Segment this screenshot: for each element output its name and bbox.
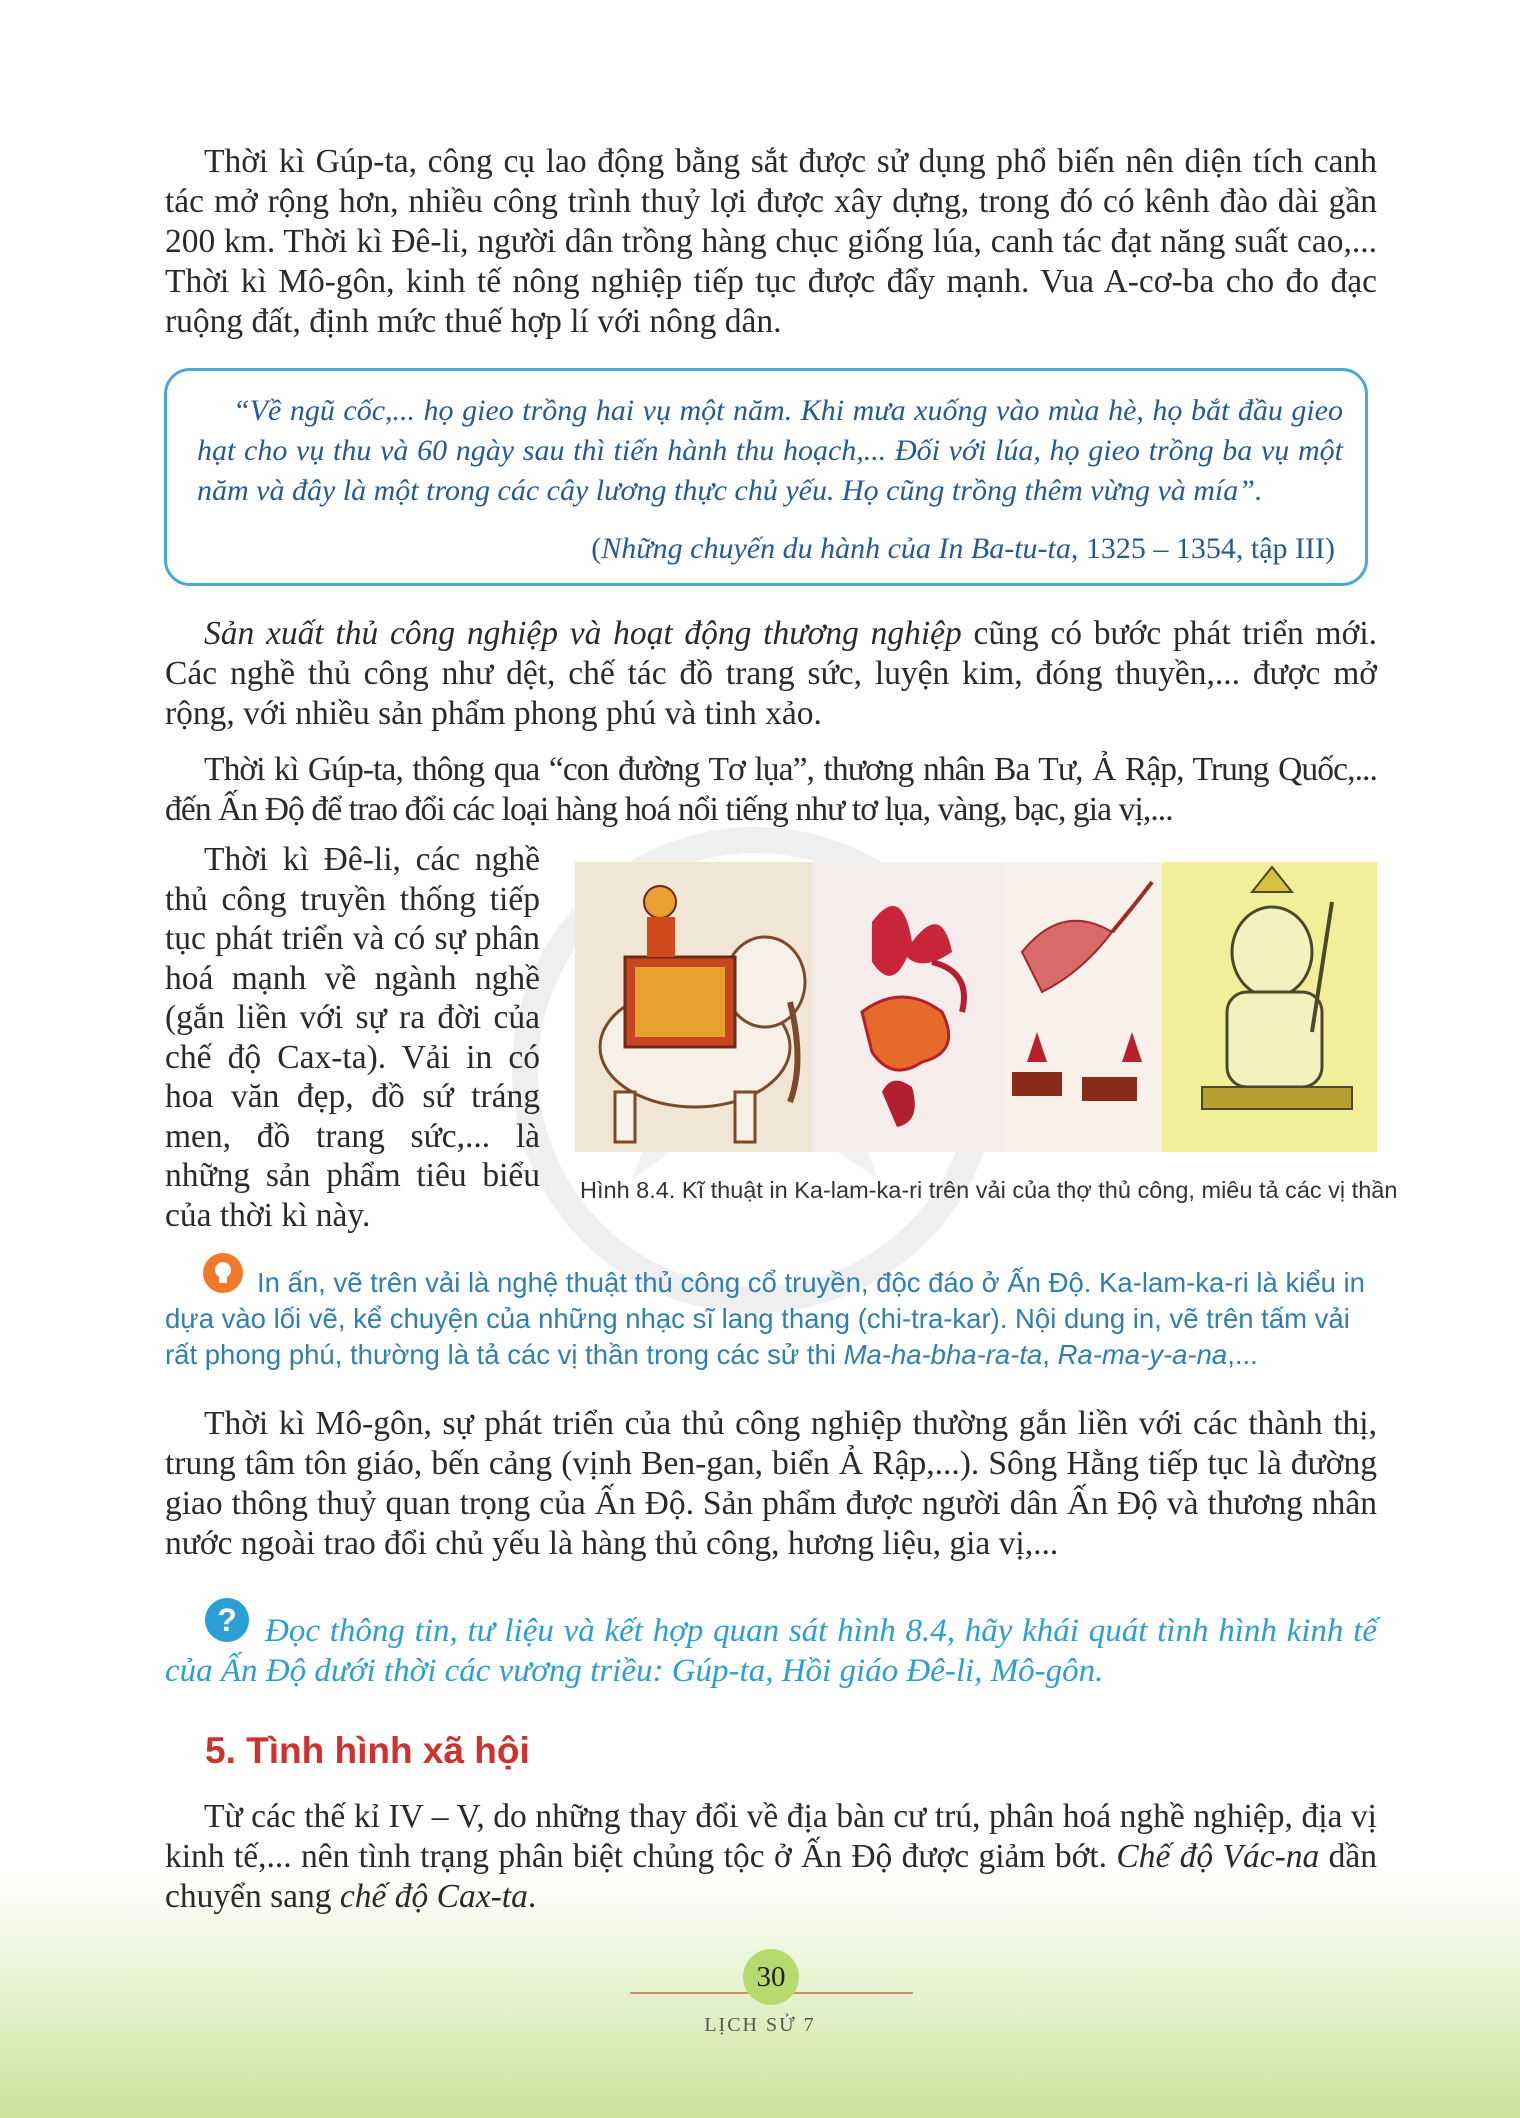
- paragraph-handicraft-emphasis: Sản xuất thủ công nghiệp và hoạt động thương nghiệp: [204, 615, 962, 652]
- page-number: 30: [756, 1961, 786, 1993]
- section-title: 5. Tình hình xã hội: [205, 1730, 530, 1771]
- question-text: Đọc thông tin, tư liệu và kết hợp quan sát hình 8.4, hãy khái quát tình hình kinh tế của Ấn Độ dưới thời các vương triều: Gúp-ta, Hồi giáo Đê-li, Mô-gôn.: [165, 1613, 1377, 1689]
- figure-8-4: [575, 862, 1377, 1152]
- paragraph-deli-crafts: Thời kì Đê-li, các nghề thủ công truyền thống tiếp tục phát triển và có sự phân hoá mạnh về ngành nghề (gắn liền với sự ra đời của chế độ Cax-ta). Vải in có hoa văn đẹp, đồ sứ tráng men, đồ trang sức,... là những sản phẩm tiêu biểu của thời kì này.: [165, 841, 540, 1234]
- quote-text: “Về ngũ cốc,... họ gieo trồng hai vụ một năm. Khi mưa xuống vào mùa hè, họ bắt đầu gieo hạt cho vụ thu và 60 ngày sau thì tiến hành thu hoạch,... Đối với lúa, họ gieo trồng ba vụ một năm và đây là một trong các cây lương thực chủ yếu. Họ cũng trồng thêm vừng và mía”.: [197, 394, 1343, 507]
- paragraph-silk-road: Thời kì Gúp-ta, thông qua “con đường Tơ lụa”, thương nhân Ba Tư, Ả Rập, Trung Quốc,... đến Ấn Độ để trao đổi các loại hàng hoá nổi tiếng như tơ lụa, vàng, bạc, gia vị,...: [165, 751, 1377, 828]
- quote-box: [164, 368, 1368, 586]
- paragraph-mughal: Thời kì Mô-gôn, sự phát triển của thủ công nghiệp thường gắn liền với các thành thị, trung tâm tôn giáo, bến cảng (vịnh Ben-gan, biển Ả Rập,...). Sông Hằng tiếp tục là đường giao thông thuỷ quan trọng của Ấn Độ. Sản phẩm được người dân Ấn Độ và thương nhân nước ngoài trao đổi chủ yếu là hàng thủ công, hương liệu, gia vị,...: [165, 1405, 1377, 1562]
- floral-motif-painting: [812, 862, 1002, 1152]
- elephant-rider-painting: [575, 862, 812, 1152]
- deity-painting: [1162, 862, 1377, 1152]
- crane-animals-painting: [1002, 862, 1162, 1152]
- question-icon: ?: [205, 1598, 249, 1642]
- paragraph-agriculture: Thời kì Gúp-ta, công cụ lao động bằng sắt được sử dụng phổ biến nên diện tích canh tác mở rộng hơn, nhiều công trình thuỷ lợi được xây dựng, trong đó có kênh đào dài gần 200 km. Thời kì Đê-li, người dân trồng hàng chục giống lúa, canh tác đạt năng suất cao,... Thời kì Mô-gôn, kinh tế nông nghiệp tiếp tục được đẩy mạnh. Vua A-cơ-ba cho đo đạc ruộng đất, định mức thuế hợp lí với nông dân.: [165, 143, 1377, 340]
- quote-source: (Những chuyến du hành của In Ba-tu-ta, 1325 – 1354, tập III): [591, 532, 1335, 565]
- paragraph-society: Từ các thế kỉ IV – V, do những thay đổi về địa bàn cư trú, phân hoá nghề nghiệp, địa vị kinh tế,... nên tình trạng phân biệt chủng tộc ở Ấn Độ được giảm bớt. Chế độ Vác-na dần chuyển sang chế độ Cax-ta.: [165, 1798, 1378, 1915]
- note-text: In ấn, vẽ trên vải là nghệ thuật thủ công cổ truyền, độc đáo ở Ấn Độ. Ka-lam-ka-ri là kiểu in dựa vào lối vẽ, kể chuyện của những nhạc sĩ lang thang (chi-tra-kar). Nội dung in, vẽ trên tấm vải rất phong phú, thường là tả các vị thần trong các sử thi Ma-ha-bha-ra-ta, Ra-ma-y-a-na,...: [165, 1267, 1365, 1370]
- book-title-footer: LỊCH SỬ 7: [704, 2014, 816, 2036]
- paragraph-handicraft: Sản xuất thủ công nghiệp và hoạt động thương nghiệp cũng có bước phát triển mới. Các nghề thủ công như dệt, chế tác đồ trang sức, luyện kim, đóng thuyền,... được mở rộng, với nhiều sản phẩm phong phú và tinh xảo.: [165, 615, 1378, 732]
- figure-caption: Hình 8.4. Kĩ thuật in Ka-lam-ka-ri trên vải của thợ thủ công, miêu tả các vị thần: [580, 1177, 1398, 1203]
